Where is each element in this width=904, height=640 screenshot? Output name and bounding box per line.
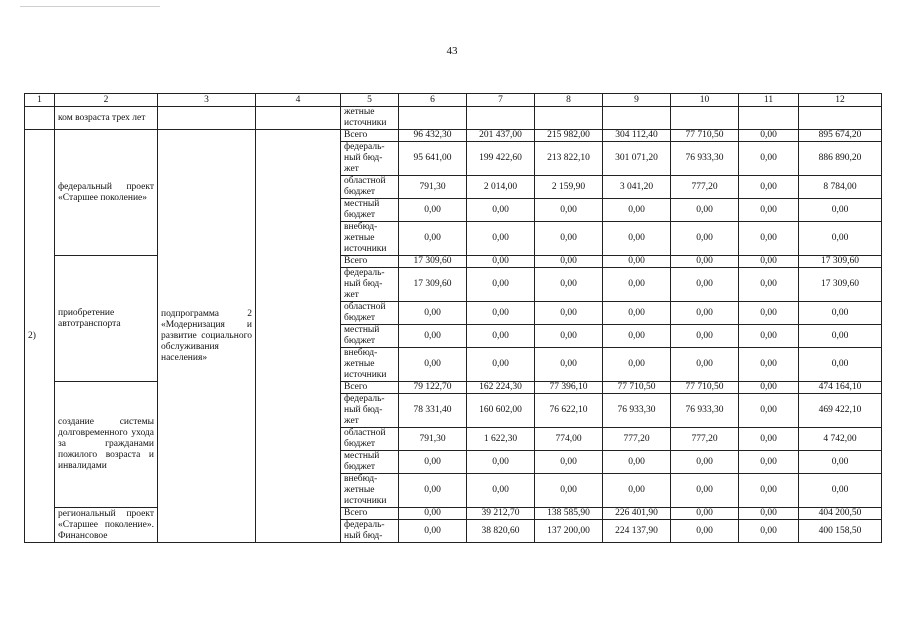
value-cell: 137 200,00	[535, 520, 603, 543]
value-cell: 0,00	[603, 199, 671, 222]
source-line: внебюд-	[344, 222, 378, 232]
value-cell: 199 422,60	[467, 142, 535, 176]
value-cell	[603, 107, 671, 130]
value-cell	[535, 107, 603, 130]
source-line: федераль-	[344, 520, 385, 530]
value-cell: 0,00	[535, 222, 603, 256]
value-cell: 0,00	[535, 325, 603, 348]
table-row	[25, 130, 882, 142]
value-cell: 96 432,30	[399, 130, 467, 142]
source-cell	[341, 222, 399, 256]
value-cell: 0,00	[739, 325, 799, 348]
column-number: 7	[467, 94, 535, 107]
value-cell: 0,00	[671, 348, 739, 382]
source-line: ный бюд-	[344, 279, 383, 289]
source-line: Всего	[344, 382, 368, 392]
value-cell: 791,30	[399, 428, 467, 451]
value-cell: 0,00	[535, 348, 603, 382]
value-cell: 0,00	[739, 256, 799, 268]
value-cell: 0,00	[799, 302, 882, 325]
value-cell: 162 224,30	[467, 382, 535, 394]
value-cell: 0,00	[739, 130, 799, 142]
source-cell	[341, 508, 399, 520]
value-cell: 791,30	[399, 176, 467, 199]
value-cell: 0,00	[399, 451, 467, 474]
value-cell: 0,00	[467, 325, 535, 348]
value-cell: 0,00	[603, 302, 671, 325]
value-cell	[399, 107, 467, 130]
value-cell: 0,00	[467, 474, 535, 508]
value-cell: 77 710,50	[671, 130, 739, 142]
activity-name: приобретение автотранспорта	[55, 256, 158, 382]
value-cell: 0,00	[739, 451, 799, 474]
source-cell	[341, 302, 399, 325]
header-row	[25, 94, 882, 107]
value-cell	[467, 107, 535, 130]
value-cell	[799, 107, 882, 130]
value-cell: 0,00	[467, 222, 535, 256]
value-cell: 0,00	[799, 199, 882, 222]
value-cell: 0,00	[399, 222, 467, 256]
source-cell	[341, 520, 399, 543]
value-cell: 0,00	[671, 199, 739, 222]
value-cell: 0,00	[535, 199, 603, 222]
value-cell: 0,00	[739, 382, 799, 394]
value-cell: 0,00	[535, 268, 603, 302]
value-cell: 0,00	[739, 222, 799, 256]
value-cell: 0,00	[467, 302, 535, 325]
value-cell: 0,00	[603, 268, 671, 302]
table-row	[25, 382, 882, 394]
source-line: источники	[344, 244, 387, 254]
value-cell: 0,00	[399, 520, 467, 543]
value-cell: 38 820,60	[467, 520, 535, 543]
page-number: 43	[446, 45, 458, 57]
source-cell	[341, 428, 399, 451]
value-cell: 77 710,50	[671, 382, 739, 394]
value-cell: 0,00	[799, 348, 882, 382]
source-line: источники	[344, 496, 387, 506]
column-number: 6	[399, 94, 467, 107]
value-cell: 17 309,60	[399, 268, 467, 302]
source-line: бюджет	[344, 439, 376, 449]
column-number: 2	[55, 94, 158, 107]
value-cell: 77 396,10	[535, 382, 603, 394]
value-cell: 400 158,50	[799, 520, 882, 543]
value-cell: 0,00	[739, 268, 799, 302]
value-cell: 0,00	[603, 451, 671, 474]
item-number-cell: 2)	[25, 130, 55, 543]
source-cell	[341, 256, 399, 268]
value-cell: 138 585,90	[535, 508, 603, 520]
column-number: 8	[535, 94, 603, 107]
source-line: бюджет	[344, 462, 376, 472]
value-cell: 774,00	[535, 428, 603, 451]
value-cell: 0,00	[739, 348, 799, 382]
value-cell: 0,00	[739, 199, 799, 222]
source-cell	[341, 394, 399, 428]
value-cell: 404 200,50	[799, 508, 882, 520]
activity-name: региональный проект «Старшее поколение». Финансовое	[55, 508, 158, 543]
source-line: бюджет	[344, 336, 376, 346]
value-cell: 0,00	[603, 256, 671, 268]
value-cell: 895 674,20	[799, 130, 882, 142]
value-cell: 0,00	[467, 348, 535, 382]
source-line: жет	[344, 164, 359, 174]
source-line: жетные	[344, 485, 375, 495]
source-line: ный бюд-	[344, 405, 383, 415]
source-line: бюджет	[344, 210, 376, 220]
value-cell: 777,20	[671, 428, 739, 451]
column-number: 1	[25, 94, 55, 107]
value-cell: 17 309,60	[799, 268, 882, 302]
source-cell	[341, 451, 399, 474]
value-cell: 0,00	[739, 302, 799, 325]
value-cell: 0,00	[671, 451, 739, 474]
value-cell: 77 710,50	[603, 382, 671, 394]
value-cell: 777,20	[603, 428, 671, 451]
value-cell: 0,00	[399, 325, 467, 348]
value-cell: 76 622,10	[535, 394, 603, 428]
value-cell: 2 014,00	[467, 176, 535, 199]
value-cell: 17 309,60	[799, 256, 882, 268]
value-cell: 0,00	[671, 520, 739, 543]
source-line: федераль-	[344, 142, 385, 152]
value-cell: 301 071,20	[603, 142, 671, 176]
value-cell: 0,00	[467, 199, 535, 222]
value-cell: 76 933,30	[671, 394, 739, 428]
value-cell: 0,00	[739, 474, 799, 508]
source-line: областной	[344, 302, 386, 312]
source-line: внебюд-	[344, 474, 378, 484]
value-cell: 201 437,00	[467, 130, 535, 142]
source-line: областной	[344, 176, 386, 186]
item-number-cell	[25, 107, 55, 130]
table-row	[25, 508, 882, 520]
value-cell: 0,00	[799, 222, 882, 256]
value-cell: 0,00	[739, 394, 799, 428]
value-cell: 4 742,00	[799, 428, 882, 451]
activity-name: создание системы долговременного ухода за гражданами пожилого возраста и инвалидами	[55, 382, 158, 508]
value-cell	[739, 107, 799, 130]
source-line: бюджет	[344, 313, 376, 323]
value-cell: 0,00	[399, 348, 467, 382]
source-cell	[341, 142, 399, 176]
value-cell: 0,00	[467, 268, 535, 302]
value-cell: 0,00	[603, 474, 671, 508]
value-cell: 777,20	[671, 176, 739, 199]
value-cell: 304 112,40	[603, 130, 671, 142]
value-cell: 17 309,60	[399, 256, 467, 268]
source-cell	[341, 107, 399, 130]
value-cell: 0,00	[739, 520, 799, 543]
value-cell: 78 331,40	[399, 394, 467, 428]
value-cell: 886 890,20	[799, 142, 882, 176]
column-number: 5	[341, 94, 399, 107]
source-line: федераль-	[344, 268, 385, 278]
value-cell: 1 622,30	[467, 428, 535, 451]
source-line: ный бюд-	[344, 531, 383, 541]
value-cell: 0,00	[739, 176, 799, 199]
value-cell: 0,00	[399, 474, 467, 508]
source-cell	[341, 176, 399, 199]
source-line: жетные	[344, 233, 375, 243]
value-cell: 79 122,70	[399, 382, 467, 394]
source-line: источники	[344, 370, 387, 380]
source-line: местный	[344, 199, 380, 209]
source-line: Всего	[344, 256, 368, 266]
column-number: 9	[603, 94, 671, 107]
source-cell	[341, 474, 399, 508]
empty-cell	[256, 107, 341, 130]
source-line: жет	[344, 416, 359, 426]
activity-name: федеральный проект «Старшее поколение»	[55, 130, 158, 256]
source-cell	[341, 382, 399, 394]
value-cell: 39 212,70	[467, 508, 535, 520]
source-line: местный	[344, 451, 380, 461]
value-cell: 0,00	[399, 199, 467, 222]
source-line: ный бюд-	[344, 153, 383, 163]
source-cell	[341, 199, 399, 222]
value-cell: 0,00	[535, 256, 603, 268]
column-number: 3	[158, 94, 256, 107]
value-cell: 215 982,00	[535, 130, 603, 142]
top-edge-line	[20, 6, 160, 7]
value-cell: 0,00	[467, 256, 535, 268]
value-cell: 0,00	[467, 451, 535, 474]
value-cell: 469 422,10	[799, 394, 882, 428]
source-cell	[341, 268, 399, 302]
source-cell	[341, 348, 399, 382]
value-cell: 0,00	[671, 474, 739, 508]
value-cell: 0,00	[603, 222, 671, 256]
source-line: жетные	[344, 359, 375, 369]
source-cell	[341, 325, 399, 348]
value-cell: 0,00	[399, 508, 467, 520]
source-line: местный	[344, 325, 380, 335]
value-cell: 160 602,00	[467, 394, 535, 428]
value-cell: 76 933,30	[671, 142, 739, 176]
value-cell: 95 641,00	[399, 142, 467, 176]
value-cell: 8 784,00	[799, 176, 882, 199]
column-number: 12	[799, 94, 882, 107]
value-cell: 3 041,20	[603, 176, 671, 199]
source-line: жет	[344, 290, 359, 300]
value-cell: 0,00	[603, 348, 671, 382]
value-cell: 0,00	[535, 302, 603, 325]
value-cell: 474 164,10	[799, 382, 882, 394]
value-cell: 0,00	[399, 302, 467, 325]
table-row	[25, 256, 882, 268]
value-cell: 0,00	[799, 474, 882, 508]
value-cell: 0,00	[535, 451, 603, 474]
value-cell: 0,00	[603, 325, 671, 348]
value-cell: 0,00	[671, 268, 739, 302]
source-line: жетные	[344, 107, 375, 117]
source-line: Всего	[344, 508, 368, 518]
value-cell: 0,00	[739, 142, 799, 176]
value-cell	[671, 107, 739, 130]
value-cell: 0,00	[671, 508, 739, 520]
program-cell: подпрограмма 2 «Модернизация и развитие социального обслуживания населения»	[158, 130, 256, 543]
source-line: областной	[344, 428, 386, 438]
value-cell: 213 822,10	[535, 142, 603, 176]
value-cell: 0,00	[671, 256, 739, 268]
source-line: Всего	[344, 130, 368, 140]
value-cell: 0,00	[739, 508, 799, 520]
source-line: бюджет	[344, 187, 376, 197]
table-row	[25, 107, 882, 130]
source-line: внебюд-	[344, 348, 378, 358]
value-cell: 0,00	[535, 474, 603, 508]
value-cell: 226 401,90	[603, 508, 671, 520]
empty-cell	[256, 130, 341, 543]
value-cell: 0,00	[799, 451, 882, 474]
value-cell: 2 159,90	[535, 176, 603, 199]
value-cell: 0,00	[739, 428, 799, 451]
column-number: 4	[256, 94, 341, 107]
column-number: 11	[739, 94, 799, 107]
value-cell: 0,00	[671, 325, 739, 348]
value-cell: 224 137,90	[603, 520, 671, 543]
source-line: федераль-	[344, 394, 385, 404]
source-line: источники	[344, 118, 387, 128]
program-cell	[158, 107, 256, 130]
value-cell: 76 933,30	[603, 394, 671, 428]
activity-name: ком возраста трех лет	[55, 107, 158, 130]
budget-table	[24, 93, 882, 543]
value-cell: 0,00	[671, 302, 739, 325]
value-cell: 0,00	[671, 222, 739, 256]
source-cell	[341, 130, 399, 142]
column-number: 10	[671, 94, 739, 107]
value-cell: 0,00	[799, 325, 882, 348]
